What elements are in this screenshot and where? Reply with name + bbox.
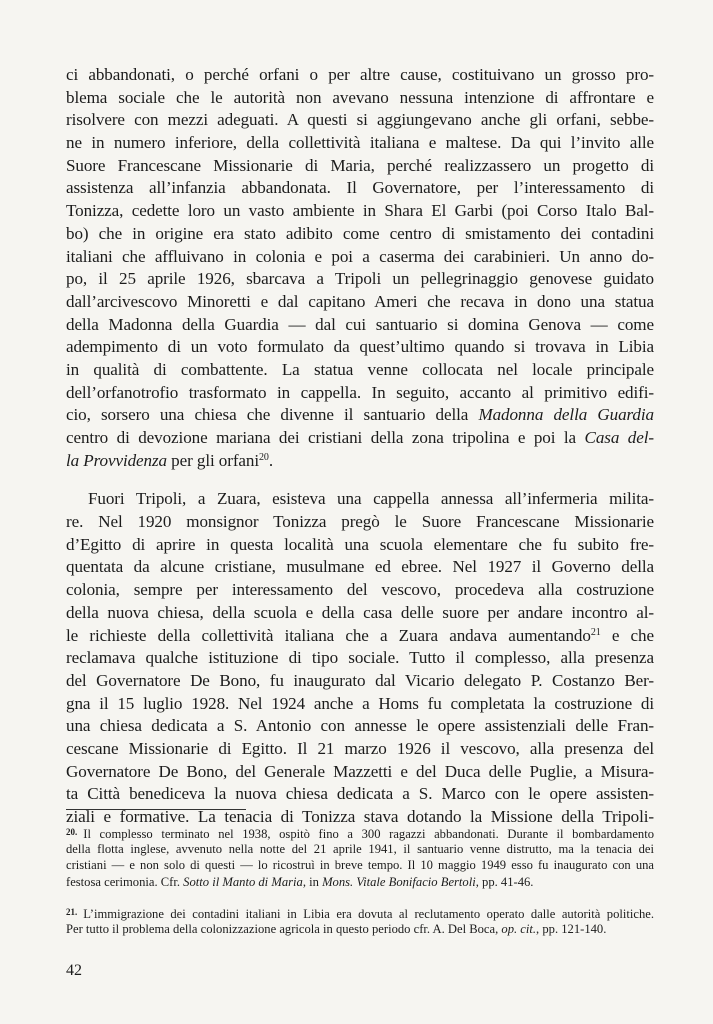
- text-line: dell’orfanotrofio trasformato in cappella. In seguito, accanto al primitivo edifi-: [66, 382, 654, 402]
- footnote-number: 20.: [66, 827, 78, 837]
- text-segment: Per tutto il problema della colonizzazione agricola in questo periodo cfr. A. Del Boca,: [66, 921, 499, 936]
- text-line: ne in numero inferiore, della collettività italiana e maltese. Da qui l’invito alle: [66, 133, 654, 153]
- text-line: della Madonna della Guardia — dal cui santuario si domina Genova — come: [66, 314, 654, 334]
- paragraph-2: [66, 488, 654, 828]
- text-line: bo) che in origine era stato adibito come centro di smistamento dei contadini: [66, 223, 654, 243]
- text-segment: e che: [611, 625, 654, 645]
- text-segment: , pp. 121-140.: [536, 921, 607, 936]
- text-line: risolvere con mezzi adeguati. A questi si aggiungevano anche gli orfani, sebbe-: [66, 110, 654, 130]
- text-line: Tonizza, cedette loro un vasto ambiente in Shara El Garbi (poi Corso Italo Bal-: [66, 201, 654, 221]
- text-line: Governatore De Bono, del Generale Mazzetti e del Duca delle Puglie, a Misura-: [66, 761, 654, 781]
- text-line: dall’arcivescovo Minoretti e dal capitano Ameri che recava in dono una statua: [66, 291, 654, 311]
- italic-title: Sotto il Manto di Maria: [183, 874, 303, 889]
- footnote-line: della flotta inglese, avvenuto nella notte del 21 aprile 1941, il santuario venne distrutto, ma la tenacia dei: [66, 841, 654, 856]
- text-line: gna il 15 luglio 1928. Nel 1924 anche a Homs fu completata la costruzione di: [66, 693, 654, 713]
- text-line: reclamava qualche istituzione di tipo sociale. Tutto il complesso, alla presenza: [66, 648, 654, 668]
- footnote-20: [66, 824, 654, 890]
- text-line: po, il 25 aprile 1926, sbarcava a Tripoli un pellegrinaggio genovese guidato: [66, 269, 654, 289]
- footnote-line: [66, 874, 654, 891]
- text-segment: cio, sorsero una chiesa che divenne il santuario della: [66, 405, 469, 425]
- text-segment: festosa cerimonia. Cfr.: [66, 874, 181, 889]
- text-segment: le richieste della collettività italiana che a Zuara andava aumentando: [66, 625, 591, 645]
- text-line: adempimento di un voto formulato da quest’ultimo quando si trovava in Libia: [66, 337, 654, 357]
- text-segment: L’immigrazione dei contadini italiani in Libia era dovuta al reclutamento operato dalle autorità politiche.: [83, 907, 654, 922]
- text-line: colonia, sempre per interessamento del vescovo, procedeva alla costruzione: [66, 580, 654, 600]
- main-text: [66, 64, 654, 829]
- text-line: re. Nel 1920 monsignor Tonizza pregò le Suore Francescane Missionarie: [66, 512, 654, 532]
- footnote-line: cristiani — e non solo di questi — lo ricostruì in breve tempo. Il 10 maggio 1949 esso fu inaugurato con una: [66, 858, 654, 873]
- text-line: del Governatore De Bono, fu inaugurato dal Vicario delegato P. Costanzo Ber-: [66, 670, 654, 690]
- text-line: assistenza all’infanzia abbandonata. Il Governatore, per l’interessamento di: [66, 178, 654, 198]
- paragraph-1: [66, 64, 654, 472]
- text-line: [66, 625, 654, 648]
- footnote-number: 21.: [66, 907, 78, 918]
- text-line: ziali e formative. La tenacia di Tonizza stava dotando la Missione della Tripoli-: [66, 807, 654, 826]
- text-segment: .: [268, 450, 274, 470]
- footnote-ref-21[interactable]: 21: [590, 626, 601, 638]
- text-line: [66, 450, 654, 473]
- text-line: Fuori Tripoli, a Zuara, esisteva una cappella annessa all’infermeria milita-: [88, 489, 654, 509]
- text-line: cescane Missionarie di Egitto. Il 21 marzo 1926 il vescovo, alla presenza del: [66, 738, 654, 758]
- italic-title: Madonna della Guardia: [478, 405, 654, 425]
- text-line: ci abbandonati, o perché orfani o per altre cause, costituivano un grosso pro-: [66, 65, 654, 84]
- text-line: in qualità di combattente. La statua venne collocata nel locale principale: [66, 359, 654, 379]
- text-line: blema sociale che le autorità non avevano nessuna intenzione di affrontare e: [66, 87, 654, 107]
- text-segment: , in: [302, 874, 319, 889]
- footnote-line: [66, 824, 654, 841]
- text-segment: centro di devozione mariana dei cristiani della zona tripolina e poi la: [66, 428, 577, 447]
- footnote-divider: [66, 809, 246, 810]
- footnote-line: [66, 921, 654, 938]
- text-line: della nuova chiesa, della scuola e della casa delle suore per andare incontro al-: [66, 602, 654, 622]
- text-line: italiani che affluivano in colonia e poi a caserma dei carabinieri. Un anno do-: [66, 246, 654, 266]
- text-line: [66, 404, 654, 427]
- page-number: 42: [66, 962, 82, 979]
- italic-title: op. cit.: [501, 921, 537, 936]
- italic-title: la Provvidenza: [66, 450, 167, 470]
- text-line: una chiesa dedicata a S. Antonio con annesse le opere assistenziali delle Fran-: [66, 716, 654, 736]
- text-line: [66, 427, 654, 450]
- text-line: ta Città benediceva la nuova chiesa dedicata a S. Marco con le opere assisten-: [66, 784, 654, 804]
- italic-title: Mons. Vitale Bonifacio Bertoli: [322, 874, 476, 889]
- footnotes: [66, 824, 654, 938]
- text-line: Suore Francescane Missionarie di Maria, perché realizzassero un progetto di: [66, 155, 654, 175]
- footnote-line: [66, 904, 654, 921]
- footnote-ref-20[interactable]: 20: [259, 451, 269, 463]
- text-line: d’Egitto di aprire in questa località una scuola elementare che fu subito fre-: [66, 534, 654, 554]
- text-segment: per gli orfani: [171, 450, 260, 470]
- italic-title: Casa del-: [584, 428, 654, 447]
- footnote-21: [66, 904, 654, 937]
- text-segment: , pp. 41-46.: [475, 874, 534, 889]
- text-line: quentata da alcune cristiane, musulmane ed ebree. Nel 1927 il Governo della: [66, 557, 654, 577]
- text-segment: Il complesso terminato nel 1938, ospitò fino a 300 ragazzi abbandonati. Durante il bombardamento: [83, 827, 654, 841]
